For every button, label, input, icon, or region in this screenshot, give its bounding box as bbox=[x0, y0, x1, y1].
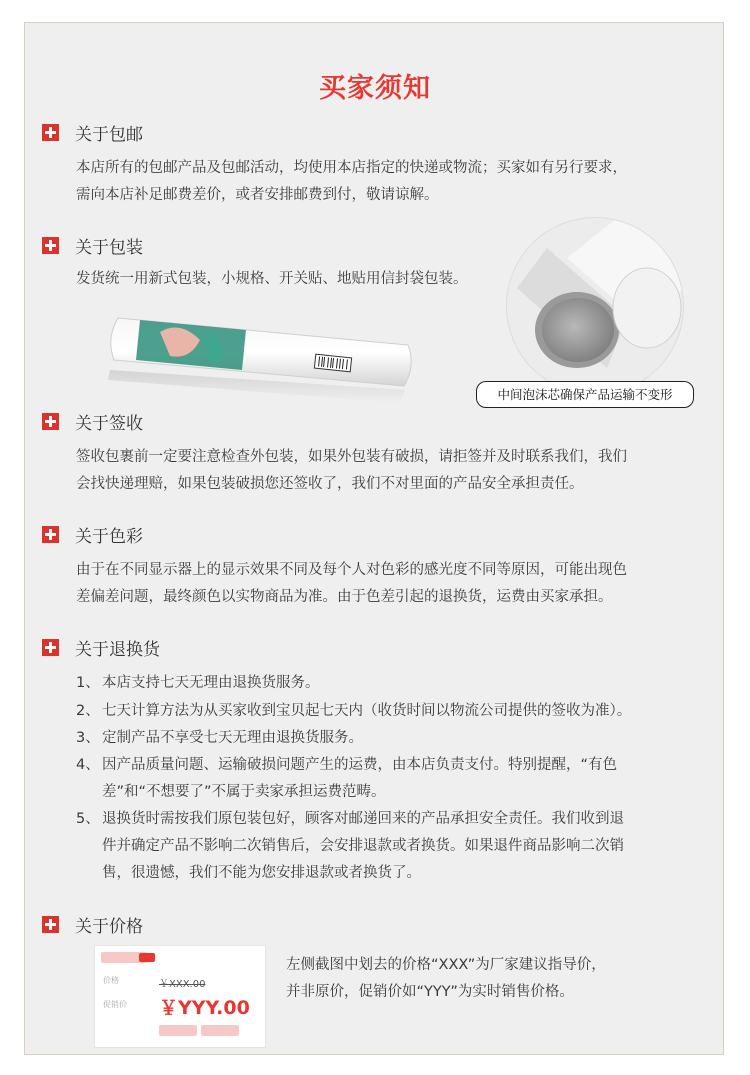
section-header-returns bbox=[42, 635, 160, 659]
packaged-tube-image bbox=[100, 300, 420, 405]
text-line: 本店支持七天无理由退换货服务。 bbox=[102, 675, 320, 691]
text-line: 件并确定产品不影响二次销售后，会安排退款或者换货。如果退件商品影响二次销 bbox=[102, 838, 624, 854]
price-label: 价格 bbox=[103, 976, 119, 985]
list-item bbox=[76, 806, 716, 887]
section-header-shipping bbox=[42, 120, 143, 144]
signing-text bbox=[76, 444, 716, 498]
plus-icon bbox=[42, 124, 59, 141]
list-number: 3、 bbox=[76, 730, 100, 746]
text-line: 差”和“不想要了”不属于卖家承担运费范畴。 bbox=[102, 784, 386, 800]
packaging-text bbox=[76, 266, 506, 293]
shipping-text bbox=[76, 155, 716, 209]
plus-icon bbox=[42, 413, 59, 430]
plus-icon bbox=[42, 526, 59, 543]
text-line: 售，很遗憾，我们不能为您安排退款或者换货了。 bbox=[102, 865, 421, 881]
text-line: 签收包裹前一定要注意检查外包装，如果外包装有破损，请拒签并及时联系我们，我们 bbox=[76, 449, 627, 465]
text-line: 需向本店补足邮费差价，或者安排邮费到付，敬请谅解。 bbox=[76, 187, 439, 203]
section-title: 关于色彩 bbox=[75, 526, 143, 547]
list-item bbox=[76, 752, 716, 806]
text-line: 由于在不同显示器上的显示效果不同及每个人对色彩的感光度不同等原因，可能出现色 bbox=[76, 562, 627, 578]
text-line: 并非原价，促销价如“YYY”为实时销售价格。 bbox=[286, 984, 574, 1000]
list-number: 2、 bbox=[76, 703, 100, 719]
text-line: 左侧截图中划去的价格“XXX”为厂家建议指导价， bbox=[286, 957, 606, 973]
list-number: 5、 bbox=[76, 811, 100, 827]
section-title: 关于包邮 bbox=[75, 124, 143, 145]
text-line: 退换货时需按我们原包装包好，顾客对邮递回来的产品承担安全责任。我们收到退 bbox=[102, 811, 624, 827]
color-text bbox=[76, 557, 716, 611]
list-item bbox=[76, 725, 716, 752]
section-title: 关于退换货 bbox=[75, 639, 160, 660]
text-line: 会找快递理赔，如果包装破损您还签收了，我们不对里面的产品安全承担责任。 bbox=[76, 476, 584, 492]
text-line: 定制产品不享受七天无理由退换货服务。 bbox=[102, 730, 363, 746]
list-number: 1、 bbox=[76, 675, 100, 691]
section-header-packaging bbox=[42, 233, 143, 257]
text-line: 因产品质量问题、运输破损问题产生的运费，由本店负责支付。特别提醒，“有色 bbox=[102, 757, 618, 773]
price-screenshot-card bbox=[94, 945, 266, 1048]
section-title: 关于签收 bbox=[75, 413, 143, 434]
list-item bbox=[76, 670, 716, 697]
section-title: 关于包装 bbox=[75, 237, 143, 258]
text-line: 差偏差问题，最终颜色以实物商品为准。由于色差引起的退换货，运费由买家承担。 bbox=[76, 589, 613, 605]
section-header-signing bbox=[42, 409, 143, 433]
coupon-pill bbox=[201, 1025, 239, 1036]
price-explanation bbox=[286, 952, 706, 1006]
plus-icon bbox=[42, 916, 59, 933]
original-price: ￥XXX.00 bbox=[159, 979, 206, 990]
plus-icon bbox=[42, 639, 59, 656]
foam-core-closeup-image bbox=[507, 218, 683, 394]
plus-icon bbox=[42, 237, 59, 254]
list-item bbox=[76, 698, 716, 725]
coupon-pill bbox=[159, 1025, 197, 1036]
promo-price-label: 促销价 bbox=[103, 1000, 127, 1009]
section-title: 关于价格 bbox=[75, 916, 143, 937]
section-header-price bbox=[42, 912, 143, 936]
promo-tag bbox=[139, 953, 155, 962]
text-line: 七天计算方法为从买家收到宝贝起七天内（收货时间以物流公司提供的签收为准）。 bbox=[102, 703, 632, 719]
text-line: 本店所有的包邮产品及包邮活动，均使用本店指定的快递或物流；买家如有另行要求， bbox=[76, 160, 627, 176]
list-number: 4、 bbox=[76, 757, 100, 773]
promo-price: ￥YYY.00 bbox=[159, 997, 250, 1019]
page-title: 买家须知 bbox=[319, 73, 431, 104]
text-line: 发货统一用新式包装，小规格、开关贴、地贴用信封袋包装。 bbox=[76, 271, 468, 287]
foam-core-caption: 中间泡沫芯确保产品运输不变形 bbox=[476, 381, 694, 408]
section-header-color bbox=[42, 522, 143, 546]
